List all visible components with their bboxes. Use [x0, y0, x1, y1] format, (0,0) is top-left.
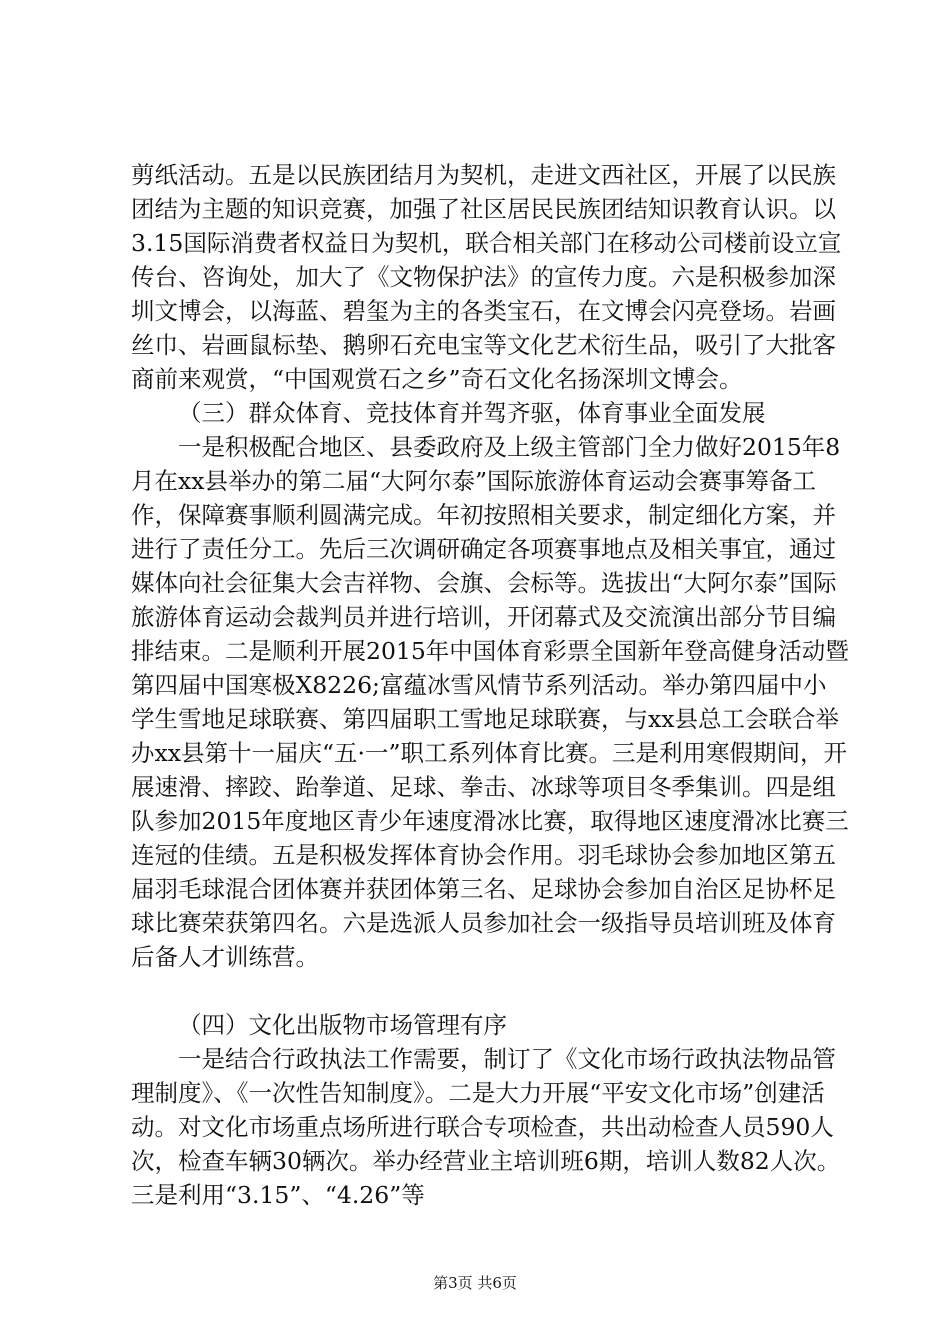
section-heading-market: （四）文化出版物市场管理有序 [178, 1011, 507, 1039]
page-footer: 第3页 共6页 [433, 1274, 517, 1292]
section-heading-sports: （三）群众体育、竞技体育并驾齐驱，体育事业全面发展 [178, 399, 766, 427]
paragraph-cultural-activities: 剪纸活动。五是以民族团结月为契机，走进文西社区，开展了以民族团结为主题的知识竞赛，加强了社区居民民族团结知识教育认识。以3.15国际消费者权益日为契机，联合相关部门在移动公司楼前设立宣传台、咨询处，加大了《文物保护法》的宣传力度。六是积极参加深圳文博会，以海蓝、碧玺为主的各类宝石，在文博会闪亮登场。岩画丝巾、岩画鼠标垫、鹅卵石充电宝等文化艺术衍生品，吸引了大批客商前来观赏，“中国观赏石之乡”奇石文化名扬深圳文博会。 [131, 161, 842, 393]
document-body [131, 158, 849, 1212]
paragraph-market: 一是结合行政执法工作需要，制订了《文化市场行政执法物品管理制度》、《一次性告知制度》。二是大力开展“平安文化市场”创建活动。对文化市场重点场所进行联合专项检查，共出动检查人员590人次，检查车辆30辆次。举办经营业主培训班6期，培训人数82人次。三是利用“3.15”、“4.26”等 [131, 1045, 841, 1209]
paragraph-sports: 一是积极配合地区、县委政府及上级主管部门全力做好2015年8月在xx县举办的第二届“大阿尔泰”国际旅游体育运动会赛事筹备工作，保障赛事顺利圆满完成。年初按照相关要求，制定细化方案，并进行了责任分工。先后三次调研确定各项赛事地点及相关事宜，通过媒体向社会征集大会吉祥物、会旗、会标等。选拔出“大阿尔泰”国际旅游体育运动会裁判员并进行培训，开闭幕式及交流演出部分节目编排结束。二是顺利开展2015年中国体育彩票全国新年登高健身活动暨第四届中国寒极X8226;富蕴冰雪风情节系列活动。举办第四届中小学生雪地足球联赛、第四届职工雪地足球联赛，与xx县总工会联合举办xx县第十一届庆“五·一”职工系列体育比赛。三是利用寒假期间，开展速滑、摔跤、跆拳道、足球、拳击、冰球等项目冬季集训。四是组队参加2015年度地区青少年速度滑冰比赛，取得地区速度滑冰比赛三连冠的佳绩。五是积极发挥体育协会作用。羽毛球协会参加地区第五届羽毛球混合团体赛并获团体第三名、足球协会参加自治区足协杯足球比赛荣获第四名。六是选派人员参加社会一级指导员培训班及体育后备人才训练营。 [131, 433, 849, 971]
